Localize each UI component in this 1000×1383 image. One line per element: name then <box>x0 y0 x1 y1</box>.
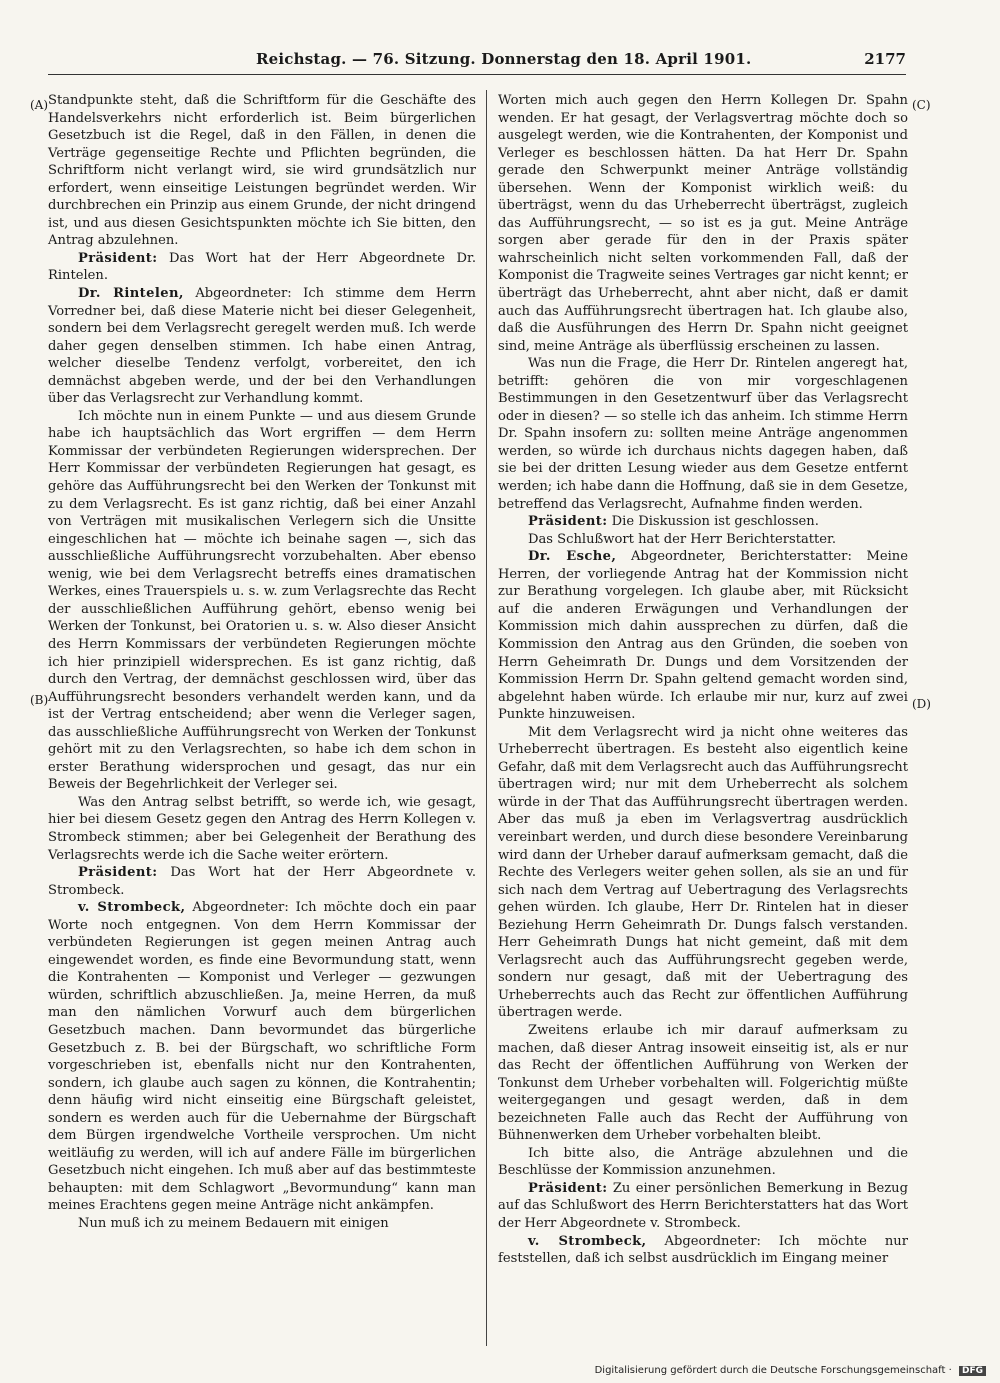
paragraph-text: Zweitens erlaube ich mir darauf aufmerksam zu machen, daß dieser Antrag insoweit einseitig ist, als er nur das Recht der öffentlichen Aufführung von Werken der Tonkunst dem Urheber vorbehalten will. Folgerichtig müßte weitergegangen und gesagt werden, daß in dem bezeichneten Falle auch das Recht der Aufführung von Bühnenwerken dem Urheber vorbehalten bleibt. <box>498 1022 908 1144</box>
footer-text: Digitalisierung gefördert durch die Deutsche Forschungsgemeinschaft · <box>594 1365 952 1376</box>
speaker-name: v. Strombeck, <box>528 1233 647 1249</box>
paragraph-text: Abgeordneter: Ich möchte nur feststellen, daß ich selbst ausdrücklich im Eingang meiner <box>498 1233 908 1267</box>
paragraph <box>498 1022 908 1145</box>
paragraph-text: Ich bitte also, die Anträge abzulehnen und die Beschlüsse der Kommission anzunehmen. <box>498 1145 908 1179</box>
paragraph-text: Abgeordneter: Ich möchte doch ein paar Worte noch entgegnen. Von dem Herrn Kommissar der verbündeten Regierungen ist gegen meinen Antrag auch eingewendet worden, es finde eine Bevormundung statt, wenn die Kontrahenten — Komponist und Verleger — gezwungen würden, schriftlich abzuschließen. Ja, meine Herren, da muß man den nämlichen Vorwurf auch dem bürgerlichen Gesetzbuch machen. Dann bevormundet das bürgerliche Gesetzbuch z. B. bei der Bürgschaft, wo schriftliche Form vorgeschrieben ist, ebenfalls nicht nur den Kontrahenten, sondern, ich glaube auch sagen zu können, die Kontrahentin; denn häufig wird nicht einseitig eine Bürgschaft geleistet, sondern es werden auch für die Uebernahme der Bürgschaft dem Bürgen irgendwelche Vortheile versprochen. Um nicht weitläufig zu werden, will ich auf andere Fälle im bürgerlichen Gesetzbuch nicht eingehen. Ich muß aber auf das bestimmteste behaupten: mit dem Schlagwort „Bevormundung“ kann man meines Erachtens gegen meine Anträge nicht ankämpfen. <box>48 900 477 1214</box>
paragraph-text: Mit dem Verlagsrecht wird ja nicht ohne weiteres das Urheberrecht übertragen. Es besteht also eigentlich keine Gefahr, daß mit dem Verlagsrecht auch das Aufführungsrecht übertragen wird; nur mit dem Urheberrecht als solchem würde in der That das Aufführungsrecht übertragen werden. Aber das muß ja eben im Verlagsvertrag ausdrücklich vereinbart werden, und durch diese besondere Vereinbarung wird dann der Urheber darauf aufmerksam gemacht, daß die Rechte des Verlegers weiter gehen sollen, als sie an und für sich nach dem Vertrag auf Uebertragung des Verlagsrechts gehen würden. Ich glaube, Herr Dr. Rintelen hat in dieser Beziehung Herrn Geheimrath Dr. Dungs falsch verstanden. Herr Geheimrath Dungs hat nicht gemeint, daß mit dem Verlagsrecht auch das Aufführungsrecht gegeben werde, sondern nur gesagt, daß mit der Uebertragung des Urheberrechts auch das Recht zur öffentlichen Aufführung übertragen werde. <box>498 724 908 1021</box>
paragraph <box>498 724 908 1022</box>
paragraph-text: Worten mich auch gegen den Herrn Kollegen Dr. Spahn wenden. Er hat gesagt, der Verlagsvertrag möchte doch so ausgelegt werden, wie die Kontrahenten, der Komponist und Verleger es beschlossen hätten. Da hat Herr Dr. Spahn gerade den Schwerpunkt meiner Anträge vollständig übersehen. Wenn der Komponist wirklich weiß: du überträgst, wenn du das Urheberrecht überträgst, zugleich das Aufführungsrecht, — so ist es ja gut. Meine Anträge sorgen aber gerade für den in der Praxis später wahrscheinlich nicht selten vorkommenden Fall, daß der Komponist die Tragweite seines Vertrages gar nicht kennt; er überträgt das Urheberrecht, ahnt aber nicht, daß er damit auch das Aufführungsrecht übertragen hat. Ich glaube also, daß die Ausführungen des Herrn Dr. Spahn nicht geeignet sind, meine Anträge als überflüssig erscheinen zu lassen. <box>498 93 908 354</box>
header-title: Reichstag. — 76. Sitzung. Donnerstag den 18. April 1901. <box>256 50 752 68</box>
left-column <box>48 92 476 1233</box>
paragraph-text: Zu einer persönlichen Bemerkung in Bezug auf das Schlußwort des Herrn Berichterstatters hat das Wort der Herr Abgeordnete v. Strombeck. <box>498 1180 908 1231</box>
column-divider <box>486 90 487 1346</box>
paragraph <box>48 1215 476 1233</box>
paragraph <box>498 1233 908 1268</box>
header-rule <box>48 74 906 75</box>
paragraph-text: Abgeordneter, Berichterstatter: Meine Herren, der vorliegende Antrag hat der Kommission nicht zur Berathung vorgelegen. Ich glaube aber, mit Rücksicht auf die anderen Erwägungen und Verhandlungen der Kommission mich dahin aussprechen zu dürfen, daß die Kommission den Antrag aus den Gründen, die soeben von Herrn Geheimrath Dr. Dungs und dem Vorsitzenden der Kommission Herrn Dr. Spahn geltend gemacht worden sind, abgelehnt haben würde. Ich erlaube mir nur, kurz auf zwei Punkte hinzuweisen. <box>498 549 908 723</box>
paragraph <box>498 92 908 355</box>
paragraph-text: Was den Antrag selbst betrifft, so werde ich, wie gesagt, hier bei diesem Gesetz gegen den Antrag des Herrn Kollegen v. Strombeck stimmen; aber bei Gelegenheit der Berathung des Verlagsrechts werde ich die Sache weiter erörtern. <box>48 794 476 863</box>
paragraph-text: Nun muß ich zu meinem Bedauern mit einigen <box>78 1216 389 1231</box>
page-number: 2177 <box>864 50 906 68</box>
paragraph <box>498 531 908 549</box>
speaker-name: v. Strombeck, <box>78 900 186 916</box>
paragraph-text: Ich möchte nun in einem Punkte — und aus diesem Grunde habe ich hauptsächlich das Wort ergriffen — dem Herrn Kommissar der verbündeten Regierungen widersprechen. Der Herr Kommissar der verbündeten Regierungen hat gesagt, es gehöre das Aufführungsrecht bei den Werken der Tonkunst mit zu dem Verlagsrecht. Es ist ganz richtig, daß bei einer Anzahl von Verträgen mit musikalischen Verlegern sich die Unsitte eingeschlichen hat — möchte ich beinahe sagen —, sich das ausschließliche Aufführungsrecht vorzubehalten. Aber ebenso wenig, wie bei dem Verlagsrecht betreffs eines dramatischen Werkes, eines Trauerspiels u. s. w. zum Verlagsrechte das Recht der ausschließlichen Aufführung gehört, ebenso wenig bei Werken der Tonkunst, bei Oratorien u. s. w. Also dieser Ansicht des Herrn Kommissars der verbündeten Regierungen möchte ich hier prinzipiell widersprechen. Es ist ganz richtig, daß durch den Vertrag, der demnächst geschlossen wird, über das Aufführungsrecht besonders verhandelt werden kann, und da ist der Vertrag entscheidend; aber wenn die Verleger sagen, das ausschließliche Aufführungsrecht von Werken der Tonkunst gehört mit zu den Verlagsrechten, so habe ich dem schon in erster Berathung widersprochen und gesagt, das nur ein Beweis der Begehrlichkeit der Verleger sei. <box>48 408 476 793</box>
paragraph <box>48 250 476 285</box>
speaker-name: Dr. Rintelen, <box>78 286 184 302</box>
right-column <box>498 92 908 1268</box>
paragraph <box>498 1180 908 1233</box>
paragraph-text: Abgeordneter: Ich stimme dem Herrn Vorredner bei, daß diese Materie nicht bei dieser Gelegenheit, sondern bei dem Verlagsrecht geregelt werden muß. Ich werde daher gegen denselben stimmen. Ich habe einen Antrag, welcher dieselbe Tendenz verfolgt, vorbereitet, den ich demnächst abgeben werde, und der bei den Verhandlungen über das Verlagsrecht zur Verhandlung kommt. <box>48 286 476 407</box>
paragraph <box>48 285 476 408</box>
paragraph <box>48 899 476 1215</box>
paragraph-text: Das Schlußwort hat der Herr Berichterstatter. <box>528 531 837 547</box>
margin-marker-a: (A) <box>30 98 49 112</box>
footer-credit <box>595 1365 986 1376</box>
paragraph-text: Standpunkte steht, daß die Schriftform für die Geschäfte des Handelsverkehrs nicht erforderlich ist. Beim bürgerlichen Gesetzbuch ist die Regel, daß in den Fällen, in denen die Verträge gegenseitige Rechte und Pflichten begründen, die Schriftform nicht verlangt wird, sie wird grundsätzlich nur erfordert, wenn einseitige Leistungen begründet werden. Wir durchbrechen ein Prinzip aus einem Grunde, der nicht dringend ist, und aus diesen Gesichtspunkten möchte ich Sie bitten, den Antrag abzulehnen. <box>48 93 476 249</box>
page-header <box>256 50 906 72</box>
speaker-name: Dr. Esche, <box>528 549 617 565</box>
speaker-name: Präsident: <box>78 865 158 881</box>
paragraph <box>498 513 908 531</box>
paragraph <box>498 548 908 723</box>
paragraph <box>48 794 476 864</box>
paragraph-text: Das Wort hat der Herr Abgeordnete Dr. Rintelen. <box>48 250 476 284</box>
margin-marker-c: (C) <box>912 98 931 112</box>
paragraph <box>48 92 476 250</box>
paragraph <box>48 864 476 899</box>
margin-marker-b: (B) <box>30 693 49 707</box>
dfg-logo: DFG <box>959 1366 986 1376</box>
paragraph <box>498 1145 908 1180</box>
paragraph-text: Das Wort hat der Herr Abgeordnete v. Strombeck. <box>48 865 476 898</box>
margin-marker-d: (D) <box>912 697 931 711</box>
paragraph-text: Was nun die Frage, die Herr Dr. Rintelen angeregt hat, betrifft: gehören die von mir vorgeschlagenen Bestimmungen in den Gesetzentwurf über das Verlagsrecht oder in diesen? — so stelle ich das anheim. Ich stimme Herrn Dr. Spahn insofern zu: sollten meine Anträge angenommen werden, so würde ich durchaus nichts dagegen haben, daß sie bei der dritten Lesung wieder aus dem Gesetze entfernt werden; ich habe dann die Hoffnung, daß sie in dem Gesetze, betreffend das Verlagsrecht, Aufnahme finden werden. <box>498 356 908 512</box>
speaker-name: Präsident: <box>528 1180 608 1196</box>
speaker-name: Präsident: <box>528 514 608 530</box>
speaker-name: Präsident: <box>78 250 158 266</box>
paragraph <box>498 355 908 513</box>
paragraph-text: Die Diskussion ist geschlossen. <box>607 514 819 530</box>
paragraph <box>48 408 476 794</box>
